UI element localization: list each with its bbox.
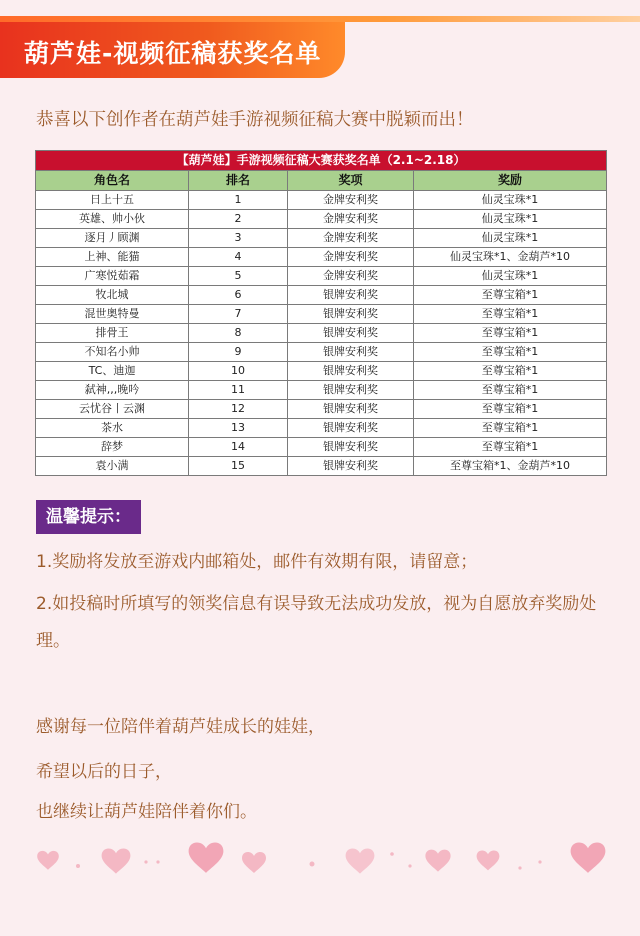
heart-icon (425, 850, 450, 872)
closing-line-2: 希望以后的日子， (36, 762, 172, 782)
cell-reward: 仙灵宝珠*1、金葫芦*10 (414, 248, 607, 267)
cell-award: 银牌安利奖 (288, 400, 414, 419)
dot-icon (538, 860, 541, 863)
table-caption: 【葫芦娃】手游视频征稿大赛获奖名单（2.1~2.18） (36, 151, 607, 171)
table-row (36, 438, 607, 457)
page-title: 葫芦娃-视频征稿获奖名单 (24, 39, 322, 68)
column-header-award: 奖项 (288, 171, 414, 191)
heart-icon (37, 851, 59, 870)
table-row (36, 286, 607, 305)
cell-rank: 3 (189, 229, 288, 248)
table-row (36, 457, 607, 476)
cell-role: 袁小满 (36, 457, 189, 476)
dot-icon (518, 866, 521, 869)
winners-table-grid (35, 150, 607, 476)
table-row (36, 343, 607, 362)
tip-item-2: 2.如投稿时所填写的领奖信息有误导致无法成功发放，视为自愿放弃奖励处理。 (36, 594, 597, 651)
column-header-rank: 排名 (189, 171, 288, 191)
dot-icon (390, 852, 394, 856)
cell-role: 日上十五 (36, 191, 189, 210)
cell-reward: 仙灵宝珠*1 (414, 229, 607, 248)
cell-award: 银牌安利奖 (288, 362, 414, 381)
cell-reward: 仙灵宝珠*1 (414, 210, 607, 229)
cell-rank: 13 (189, 419, 288, 438)
heart-icon (102, 848, 131, 873)
table-header-row (36, 171, 607, 191)
cell-rank: 10 (189, 362, 288, 381)
table-row (36, 229, 607, 248)
cell-role: TC、迪迦 (36, 362, 189, 381)
column-header-reward: 奖励 (414, 171, 607, 191)
cell-rank: 8 (189, 324, 288, 343)
cell-award: 金牌安利奖 (288, 229, 414, 248)
cell-reward: 至尊宝箱*1 (414, 343, 607, 362)
cell-role: 逐月丿顾渊 (36, 229, 189, 248)
tip-item-1: 1.奖励将发放至游戏内邮箱处，邮件有效期有限，请留意； (36, 552, 478, 572)
cell-reward: 至尊宝箱*1、金葫芦*10 (414, 457, 607, 476)
cell-rank: 7 (189, 305, 288, 324)
cell-award: 金牌安利奖 (288, 210, 414, 229)
table-row (36, 362, 607, 381)
cell-role: 排骨王 (36, 324, 189, 343)
heart-icon (189, 842, 224, 872)
cell-reward: 至尊宝箱*1 (414, 362, 607, 381)
cell-rank: 14 (189, 438, 288, 457)
title-banner (0, 22, 345, 78)
table-row (36, 419, 607, 438)
cell-award: 银牌安利奖 (288, 286, 414, 305)
cell-award: 银牌安利奖 (288, 438, 414, 457)
cell-role: 不知名小帅 (36, 343, 189, 362)
tips-label: 温馨提示： (36, 500, 141, 534)
dot-icon (144, 860, 147, 863)
heart-icon (571, 842, 606, 872)
table-row (36, 400, 607, 419)
cell-reward: 至尊宝箱*1 (414, 438, 607, 457)
cell-role: 辞梦 (36, 438, 189, 457)
table-row (36, 210, 607, 229)
hearts-decoration (20, 832, 620, 892)
closing-line-1: 感谢每一位陪伴着葫芦娃成长的娃娃， (36, 717, 325, 737)
cell-role: 混世奥特曼 (36, 305, 189, 324)
cell-rank: 11 (189, 381, 288, 400)
column-header-role: 角色名 (36, 171, 189, 191)
cell-rank: 4 (189, 248, 288, 267)
cell-rank: 6 (189, 286, 288, 305)
cell-award: 金牌安利奖 (288, 267, 414, 286)
cell-role: 牧北城 (36, 286, 189, 305)
cell-reward: 至尊宝箱*1 (414, 324, 607, 343)
table-row (36, 267, 607, 286)
cell-rank: 12 (189, 400, 288, 419)
cell-role: 上神、能猫 (36, 248, 189, 267)
cell-reward: 至尊宝箱*1 (414, 419, 607, 438)
cell-reward: 仙灵宝珠*1 (414, 191, 607, 210)
cell-award: 银牌安利奖 (288, 343, 414, 362)
cell-award: 银牌安利奖 (288, 324, 414, 343)
dot-icon (156, 860, 159, 863)
intro-text: 恭喜以下创作者在葫芦娃手游视频征稿大赛中脱颖而出！ (36, 110, 474, 130)
dot-icon (310, 862, 315, 867)
cell-role: 茶水 (36, 419, 189, 438)
cell-award: 银牌安利奖 (288, 457, 414, 476)
cell-reward: 至尊宝箱*1 (414, 381, 607, 400)
cell-award: 银牌安利奖 (288, 381, 414, 400)
table-row (36, 248, 607, 267)
heart-icon (477, 850, 500, 870)
cell-award: 金牌安利奖 (288, 248, 414, 267)
cell-reward: 至尊宝箱*1 (414, 305, 607, 324)
cell-rank: 9 (189, 343, 288, 362)
dot-icon (408, 864, 411, 867)
cell-award: 金牌安利奖 (288, 191, 414, 210)
cell-role: 广寒悦茹霜 (36, 267, 189, 286)
heart-icon (242, 852, 266, 873)
cell-award: 银牌安利奖 (288, 419, 414, 438)
cell-reward: 至尊宝箱*1 (414, 400, 607, 419)
dot-icon (76, 864, 80, 868)
cell-rank: 2 (189, 210, 288, 229)
cell-reward: 至尊宝箱*1 (414, 286, 607, 305)
cell-role: 弑神,,,晚吟 (36, 381, 189, 400)
table-row (36, 305, 607, 324)
table-row (36, 191, 607, 210)
cell-award: 银牌安利奖 (288, 305, 414, 324)
table-row (36, 381, 607, 400)
table-row (36, 324, 607, 343)
cell-role: 云忧谷丨云渊 (36, 400, 189, 419)
cell-reward: 仙灵宝珠*1 (414, 267, 607, 286)
cell-rank: 15 (189, 457, 288, 476)
cell-role: 英雄、帅小伙 (36, 210, 189, 229)
winners-table (35, 150, 606, 476)
heart-icon (346, 848, 375, 873)
cell-rank: 5 (189, 267, 288, 286)
cell-rank: 1 (189, 191, 288, 210)
closing-line-3: 也继续让葫芦娃陪伴着你们。 (36, 802, 257, 822)
